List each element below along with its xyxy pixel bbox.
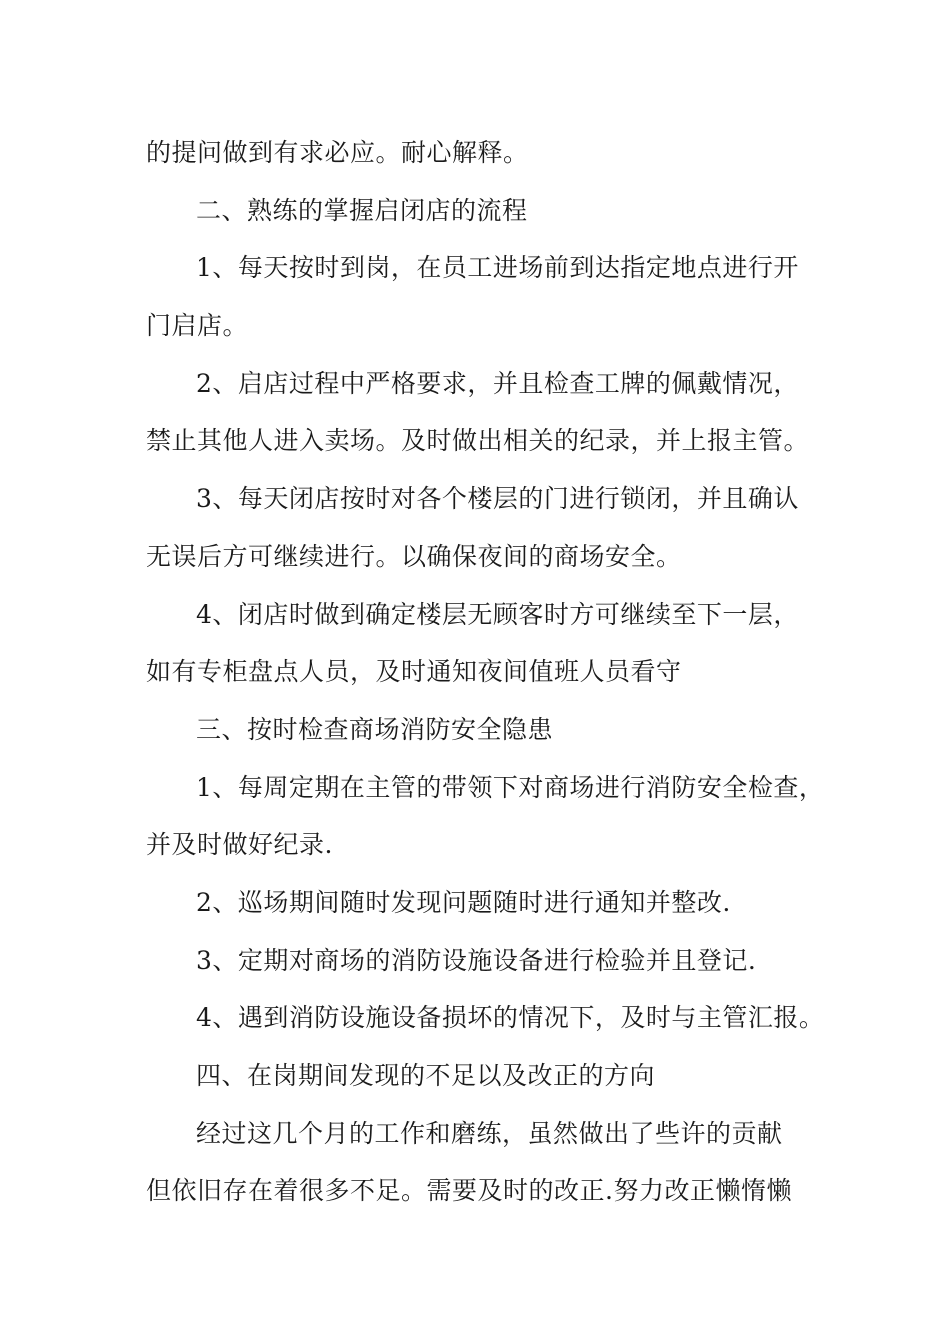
item-3-2-line: 2、巡场期间随时发现问题随时进行通知并整改.: [196, 887, 731, 917]
paragraph-4-line: 经过这几个月的工作和磨练，虽然做出了些许的贡献: [196, 1118, 783, 1148]
document-body: [146, 124, 826, 1220]
item-2-2-continuation: 禁止其他人进入卖场。及时做出相关的纪录，并上报主管。: [146, 426, 810, 456]
item-2-4-line: 4、闭店时做到确定楼层无顾客时方可继续至下一层，: [196, 599, 799, 629]
item-2-4-continuation: 如有专柜盘点人员，及时通知夜间值班人员看守: [146, 657, 682, 687]
item-3-4-line: 4、遇到消防设施设备损坏的情况下，及时与主管汇报。: [196, 1003, 825, 1033]
item-3-1-line: 1、每周定期在主管的带领下对商场进行消防安全检查，: [196, 772, 825, 802]
section-heading-3: 三、按时检查商场消防安全隐患: [196, 714, 554, 744]
item-3-3-line: 3、定期对商场的消防设施设备进行检验并且登记.: [196, 945, 757, 975]
item-2-1-continuation: 门启店。: [146, 311, 249, 341]
item-2-3-line: 3、每天闭店按时对各个楼层的门进行锁闭，并且确认: [196, 484, 799, 514]
paragraph-continuation-line: 的提问做到有求必应。耐心解释。: [146, 138, 529, 167]
section-heading-2: 二、熟练的掌握启闭店的流程: [196, 195, 528, 225]
paragraph-4-continuation: 但依旧存在着很多不足。需要及时的改正.努力改正懒惰懒: [146, 1176, 792, 1206]
section-heading-4: 四、在岗期间发现的不足以及改正的方向: [196, 1061, 656, 1090]
item-2-3-continuation: 无误后方可继续进行。以确保夜间的商场安全。: [146, 541, 682, 571]
item-3-1-continuation: 并及时做好纪录.: [146, 830, 333, 860]
item-2-2-line: 2、启店过程中严格要求，并且检查工牌的佩戴情况，: [196, 368, 799, 398]
item-2-1-line: 1、每天按时到岗，在员工进场前到达指定地点进行开: [196, 253, 799, 283]
